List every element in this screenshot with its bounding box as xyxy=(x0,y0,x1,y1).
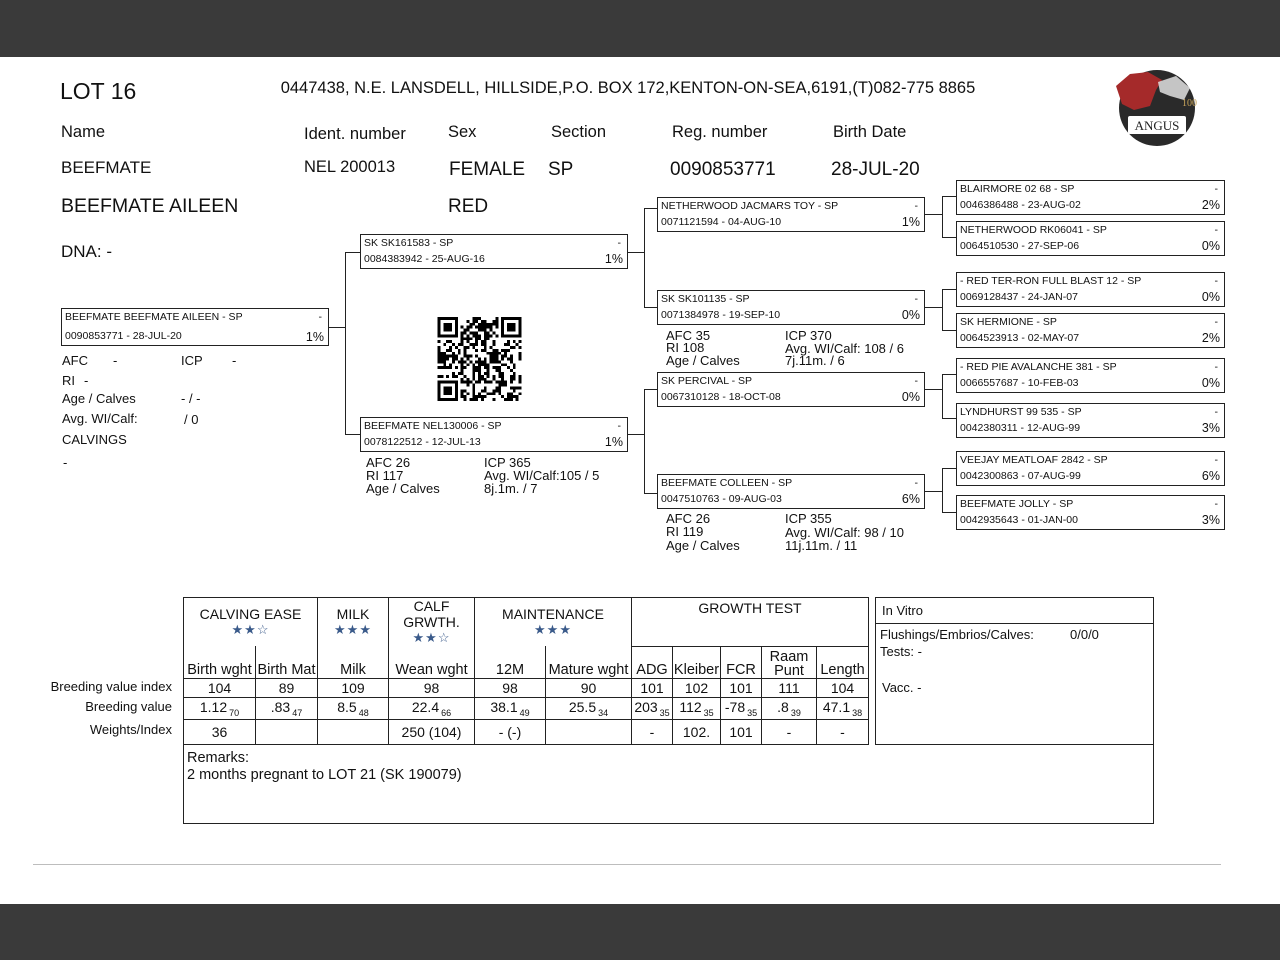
gen2-age-label: Age / Calves xyxy=(666,538,740,553)
gen2-box-3 xyxy=(657,372,925,407)
table-cell xyxy=(256,678,318,697)
gen2-dash: - xyxy=(914,200,918,212)
gen2-name: SK PERCIVAL - SP xyxy=(661,375,753,387)
accuracy-value: 49 xyxy=(519,707,530,718)
subject-age-label: Age / Calves xyxy=(62,391,136,406)
gen3-box-3 xyxy=(956,272,1225,307)
connector xyxy=(942,418,956,419)
table-cell xyxy=(475,678,546,697)
connector xyxy=(942,196,956,197)
logo-text: ANGUS xyxy=(1134,118,1180,133)
gen3-name: NETHERWOOD RK06041 - SP xyxy=(960,224,1107,236)
gen3-dash: - xyxy=(1214,183,1218,195)
connector xyxy=(644,208,657,209)
animal-full-name: BEEFMATE AILEEN xyxy=(61,195,239,217)
lot-number: LOT 16 xyxy=(60,78,137,104)
table-cell xyxy=(475,719,546,744)
top-bar xyxy=(0,0,1280,57)
rating-stars: ★★★ xyxy=(334,622,372,637)
table-cell xyxy=(389,719,475,744)
remarks-label: Remarks: xyxy=(187,750,250,766)
gen2-name: BEEFMATE COLLEEN - SP xyxy=(661,477,793,489)
gen2-box-2 xyxy=(657,290,925,325)
subject-wi: / 0 xyxy=(184,412,199,427)
table-cell xyxy=(318,678,389,697)
bottom-bar xyxy=(0,904,1280,960)
gen2-age: 7j.11m. / 6 xyxy=(785,353,845,368)
group-title: MILK xyxy=(336,606,370,622)
subject-age: - / - xyxy=(181,391,201,406)
cell-value: 203 xyxy=(634,698,658,715)
row-label-index: Breeding value index xyxy=(50,679,172,694)
animal-reg: 0090853771 xyxy=(670,159,776,180)
table-cell xyxy=(389,697,475,719)
accuracy-value: 39 xyxy=(790,707,801,718)
gen3-name: - RED PIE AVALANCHE 381 - SP xyxy=(960,361,1117,373)
cell-value: 102. xyxy=(682,723,711,740)
connector xyxy=(345,434,360,435)
gen2-age: 11j.11m. / 11 xyxy=(785,538,858,553)
table-cell xyxy=(318,719,389,744)
accuracy-value: 38 xyxy=(852,707,863,718)
subject-ri-label: RI xyxy=(62,373,75,388)
gen2-dash: - xyxy=(914,293,918,305)
animal-birth: 28-JUL-20 xyxy=(831,159,920,180)
cell-value: 1.12 xyxy=(199,698,228,715)
group-title: MAINTENANCE xyxy=(502,606,604,622)
accuracy-value: 35 xyxy=(747,707,758,718)
animal-section: SP xyxy=(548,159,574,180)
connector xyxy=(942,468,943,513)
cell-value: 101 xyxy=(729,723,753,740)
col-header: Wean wght xyxy=(389,646,475,678)
gen3-dash: - xyxy=(1214,406,1218,418)
table-cell xyxy=(546,678,632,697)
dam-afc: AFC 26 xyxy=(366,455,411,470)
col-header: FCR xyxy=(721,646,762,678)
dam-pct: 1% xyxy=(604,435,623,449)
subject-calvings: CALVINGS xyxy=(62,432,127,447)
gen3-pct: 0% xyxy=(1201,239,1220,253)
cell-value: 112 xyxy=(679,698,702,715)
group-title: CALF GRWTH. xyxy=(403,598,460,630)
gen3-box-5 xyxy=(956,358,1225,393)
gen3-name: VEEJAY MEATLOAF 2842 - SP xyxy=(960,454,1108,466)
cell-value: -78 xyxy=(724,698,746,715)
gen3-pct: 0% xyxy=(1201,290,1220,304)
group-calving-ease xyxy=(184,598,318,647)
svg-text:100: 100 xyxy=(1182,98,1197,109)
gen2-afc: AFC 26 xyxy=(666,511,711,526)
group-milk xyxy=(318,598,389,647)
gen3-name: BEEFMATE JOLLY - SP xyxy=(960,498,1074,510)
connector xyxy=(942,289,956,290)
group-calf-growth xyxy=(389,598,475,647)
connector xyxy=(644,493,657,494)
gen2-reg: 0071384978 - 19-SEP-10 xyxy=(661,309,781,321)
gen3-box-8 xyxy=(956,495,1225,530)
gen2-ri: RI 108 xyxy=(666,340,705,355)
gen3-pct: 2% xyxy=(1201,198,1220,212)
gen2-dash: - xyxy=(914,477,918,489)
cell-value: 22.4 xyxy=(411,698,440,715)
connector xyxy=(644,389,645,494)
gen2-dash: - xyxy=(914,375,918,387)
table-cell xyxy=(184,697,256,719)
sire-name: SK SK161583 - SP xyxy=(364,237,454,249)
col-header: Raam Punt xyxy=(762,646,817,678)
dam-reg: 0078122512 - 12-JUL-13 xyxy=(364,436,481,448)
gen2-afc: AFC 35 xyxy=(666,328,711,343)
gen3-reg: 0042300863 - 07-AUG-99 xyxy=(960,470,1081,482)
gen2-wi: Avg. WI/Calf: 98 / 10 xyxy=(785,525,904,540)
gen3-reg: 0064510530 - 27-SEP-06 xyxy=(960,240,1080,252)
table-cell xyxy=(762,697,817,719)
subject-box xyxy=(61,308,329,346)
gen2-pct: 6% xyxy=(901,492,920,506)
gen3-box-6 xyxy=(956,403,1225,438)
subject-dash: - xyxy=(318,311,322,323)
gen3-pct: 2% xyxy=(1201,331,1220,345)
gen3-pct: 3% xyxy=(1201,513,1220,527)
gen2-pct: 0% xyxy=(901,390,920,404)
gen2-reg: 0071121594 - 04-AUG-10 xyxy=(661,216,782,228)
connector xyxy=(644,389,657,390)
connector xyxy=(644,208,645,308)
vacc-value: Vacc. - xyxy=(882,680,922,695)
gen2-wi: Avg. WI/Calf: 108 / 6 xyxy=(785,341,904,356)
connector xyxy=(644,307,657,308)
index-row xyxy=(184,678,869,697)
group-title: GROWTH TEST xyxy=(698,600,802,616)
gen2-ri: RI 119 xyxy=(666,524,704,539)
cell-value: 98 xyxy=(502,679,518,696)
col-header: Birth wght xyxy=(184,646,256,678)
sire-pct: 1% xyxy=(604,252,623,266)
gen2-pct: 0% xyxy=(901,308,920,322)
cell-value: 98 xyxy=(423,679,440,696)
sex-label: Sex xyxy=(448,123,477,141)
dam-wi: Avg. WI/Calf:105 / 5 xyxy=(484,468,600,483)
gen2-name: NETHERWOOD JACMARS TOY - SP xyxy=(661,200,839,212)
qr-code xyxy=(436,317,523,401)
cell-value: 101 xyxy=(729,679,753,696)
flushings-label: Flushings/Embrios/Calves: xyxy=(880,627,1034,642)
accuracy-value: 34 xyxy=(598,707,609,718)
table-cell xyxy=(632,697,673,719)
connector xyxy=(925,307,942,308)
subject-afc-label: AFC xyxy=(62,353,88,368)
dam-ri: RI 117 xyxy=(366,468,404,483)
gen3-dash: - xyxy=(1214,454,1218,466)
group-title: CALVING EASE xyxy=(199,606,302,622)
gen3-name: SK HERMIONE - SP xyxy=(960,316,1057,328)
remarks-box xyxy=(183,745,1154,824)
group-growth-test xyxy=(632,598,869,647)
remarks-text: 2 months pregnant to LOT 21 (SK 190079) xyxy=(187,767,462,783)
cell-value: 38.1 xyxy=(490,698,518,715)
bv-row xyxy=(184,697,869,719)
dam-dash: - xyxy=(617,420,621,432)
cell-value: 102 xyxy=(684,679,709,696)
flushings-value: 0/0/0 xyxy=(1070,627,1099,642)
rating-stars: ★★☆ xyxy=(231,622,270,637)
gen3-name: LYNDHURST 99 535 - SP xyxy=(960,406,1082,418)
table-cell xyxy=(256,697,318,719)
table-cell xyxy=(673,678,721,697)
reg-label: Reg. number xyxy=(672,123,768,141)
gen3-reg: 0066557687 - 10-FEB-03 xyxy=(960,377,1079,389)
connector xyxy=(942,374,943,419)
table-cell xyxy=(673,697,721,719)
in-vitro-label: In Vitro xyxy=(882,603,923,618)
table-cell xyxy=(546,697,632,719)
table-cell xyxy=(817,697,869,719)
table-cell xyxy=(721,719,762,744)
cell-value: 25.5 xyxy=(568,698,597,715)
table-cell xyxy=(762,719,817,744)
table-cell xyxy=(632,678,673,697)
cell-value: - (-) xyxy=(498,723,522,740)
connector xyxy=(942,289,943,331)
connector xyxy=(345,252,360,253)
gen3-reg: 0069128437 - 24-JAN-07 xyxy=(960,291,1078,303)
dam-age-label: Age / Calves xyxy=(366,481,440,496)
cell-value: - xyxy=(649,723,655,740)
gen3-dash: - xyxy=(1214,224,1218,236)
cell-value: - xyxy=(786,723,792,740)
table-cell xyxy=(184,719,256,744)
connector xyxy=(628,434,644,435)
gen3-pct: 0% xyxy=(1201,376,1220,390)
rating-stars: ★★☆ xyxy=(412,630,451,645)
cell-value: .83 xyxy=(270,698,291,715)
cell-value: 104 xyxy=(830,679,855,696)
subject-calvings-value: - xyxy=(63,455,68,470)
connector xyxy=(942,330,956,331)
subject-ri: - xyxy=(84,373,89,388)
col-header: Birth Mat xyxy=(256,646,318,678)
connector xyxy=(925,214,942,215)
divider xyxy=(33,864,1221,865)
gen3-reg: 0042380311 - 12-AUG-99 xyxy=(960,422,1081,434)
group-maintenance xyxy=(475,598,632,647)
animal-color: RED xyxy=(448,196,489,217)
gen3-pct: 3% xyxy=(1201,421,1220,435)
gen3-box-4 xyxy=(956,313,1225,348)
col-header: Milk xyxy=(318,646,389,678)
gen2-age-label: Age / Calves xyxy=(666,353,740,368)
gen3-box-2 xyxy=(956,221,1225,256)
subject-icp-label: ICP xyxy=(181,353,203,368)
col-header: ADG xyxy=(632,646,673,678)
angus-logo xyxy=(1110,66,1200,148)
connector xyxy=(942,374,956,375)
gen2-pct: 1% xyxy=(901,215,920,229)
gen3-pct: 6% xyxy=(1201,469,1220,483)
connector xyxy=(942,196,943,238)
gen3-name: BLAIRMORE 02 68 - SP xyxy=(960,183,1075,195)
gen3-reg: 0064523913 - 02-MAY-07 xyxy=(960,332,1080,344)
cell-value: 250 (104) xyxy=(401,723,462,740)
subject-name: BEEFMATE BEEFMATE AILEEN - SP xyxy=(65,311,243,323)
dna-status: DNA: - xyxy=(61,242,112,261)
table-cell xyxy=(256,719,318,744)
subject-icp: - xyxy=(232,353,237,368)
connector xyxy=(628,252,644,253)
gen3-name: - RED TER-RON FULL BLAST 12 - SP xyxy=(960,275,1142,287)
accuracy-value: 47 xyxy=(292,707,303,718)
sire-dash: - xyxy=(617,237,621,249)
cell-value: - xyxy=(840,723,845,740)
gen2-name: SK SK101135 - SP xyxy=(661,293,750,305)
cell-value: 104 xyxy=(207,679,232,696)
subject-wi-label: Avg. WI/Calf: xyxy=(62,411,138,426)
table-cell xyxy=(762,678,817,697)
tests-value: Tests: - xyxy=(880,644,922,659)
table-cell xyxy=(389,678,475,697)
col-header: 12M xyxy=(475,646,546,678)
connector xyxy=(942,468,956,469)
col-header: Kleiber xyxy=(673,646,721,678)
gen2-icp: ICP 370 xyxy=(785,328,832,343)
gen3-dash: - xyxy=(1214,316,1218,328)
cell-value: 36 xyxy=(211,723,228,740)
table-cell xyxy=(184,678,256,697)
accuracy-value: 48 xyxy=(358,707,369,718)
col-header: Length xyxy=(817,646,869,678)
rating-stars: ★★★ xyxy=(534,622,572,637)
connector xyxy=(329,327,345,328)
connector xyxy=(942,512,956,513)
table-cell xyxy=(318,697,389,719)
accuracy-value: 70 xyxy=(229,707,240,718)
animal-ident: NEL 200013 xyxy=(304,158,396,176)
cell-value: 47.1 xyxy=(822,698,851,715)
subject-pct: 1% xyxy=(305,330,324,344)
table-cell xyxy=(721,678,762,697)
connector xyxy=(345,252,346,435)
accuracy-value: 35 xyxy=(703,707,714,718)
gen2-box-1 xyxy=(657,197,925,232)
dam-box xyxy=(360,417,628,452)
row-label-weights: Weights/Index xyxy=(89,722,172,737)
connector xyxy=(925,389,942,390)
owner-info: 0447438, N.E. LANSDELL, HILLSIDE,P.O. BOX 172,KENTON-ON-SEA,6191,(T)082-775 8865 xyxy=(280,79,976,97)
table-cell xyxy=(546,719,632,744)
table-cell xyxy=(721,697,762,719)
sire-box xyxy=(360,234,628,269)
gen3-box-7 xyxy=(956,451,1225,486)
sire-reg: 0084383942 - 25-AUG-16 xyxy=(364,253,485,265)
col-header: Mature wght xyxy=(546,646,632,678)
in-vitro-panel xyxy=(875,597,1154,745)
breeding-values-table xyxy=(183,597,869,745)
ident-label: Ident. number xyxy=(304,125,406,143)
gen3-dash: - xyxy=(1214,275,1218,287)
gen2-reg: 0047510763 - 09-AUG-03 xyxy=(661,493,782,505)
gen2-reg: 0067310128 - 18-OCT-08 xyxy=(661,391,781,403)
cell-value: 8.5 xyxy=(337,698,357,715)
cell-value: .8 xyxy=(777,698,789,715)
dam-name: BEEFMATE NEL130006 - SP xyxy=(364,420,502,432)
table-cell xyxy=(817,719,869,744)
dam-icp: ICP 365 xyxy=(484,455,531,470)
accuracy-value: 66 xyxy=(441,707,452,718)
birth-label: Birth Date xyxy=(833,123,907,141)
gen3-dash: - xyxy=(1214,498,1218,510)
subject-reg: 0090853771 - 28-JUL-20 xyxy=(65,330,182,342)
gen2-icp: ICP 355 xyxy=(785,511,832,526)
row-label-bv: Breeding value xyxy=(85,699,172,714)
table-cell xyxy=(817,678,869,697)
table-cell xyxy=(475,697,546,719)
table-cell xyxy=(673,719,721,744)
column-header-row xyxy=(184,646,869,678)
name-label: Name xyxy=(61,123,106,141)
table-cell xyxy=(632,719,673,744)
accuracy-value: 35 xyxy=(659,707,670,718)
connector xyxy=(925,491,942,492)
weights-row xyxy=(184,719,869,744)
animal-sex: FEMALE xyxy=(449,159,526,180)
cell-value: 90 xyxy=(580,679,597,696)
gen3-reg: 0046386488 - 23-AUG-02 xyxy=(960,199,1081,211)
section-label: Section xyxy=(551,123,607,141)
animal-prefix: BEEFMATE xyxy=(61,158,152,177)
gen3-box-1 xyxy=(956,180,1225,215)
cell-value: 89 xyxy=(278,679,295,696)
cell-value: 111 xyxy=(778,679,800,696)
gen3-reg: 0042935643 - 01-JAN-00 xyxy=(960,514,1078,526)
dam-age: 8j.1m. / 7 xyxy=(484,481,538,496)
gen3-dash: - xyxy=(1214,361,1218,373)
cell-value: 101 xyxy=(640,679,664,696)
gen2-box-4 xyxy=(657,474,925,509)
subject-afc: - xyxy=(113,353,118,368)
cell-value: 109 xyxy=(341,679,365,696)
connector xyxy=(942,237,956,238)
